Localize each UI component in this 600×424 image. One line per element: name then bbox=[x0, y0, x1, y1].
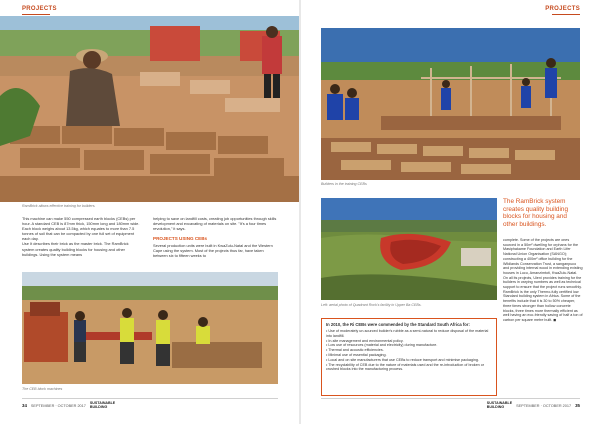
benefit-item: • The recyclability of CEB due to the nature of materials used and the re-introduction of broken or crushed blocks into the manufacturing process. bbox=[326, 362, 485, 372]
section-tag-left: PROJECTS bbox=[22, 6, 57, 12]
left-page bbox=[0, 0, 299, 424]
bottom-left-photo-caption: The CEB block machines bbox=[22, 387, 63, 391]
magazine-logo-left: SUSTAINABLE BUILDING bbox=[89, 401, 116, 409]
right-page-column-text: complete. Some of the projects are ones sourced in a 50m² dwelling for orphans for the Masiphakame Foundation and Earth Lifer National Union Organisation (SANGO); constructing a 400m² office building for the Wildlands Conservation Trust, a sanganpuco and providing internal wood in extending existing houses in Lucu, Amanzimtoti, KwaZulu-Natal. On all its projects, Uieni provides training for the builders in varying numbers as well as technical support to ensure that the project runs smoothly. RamBrick is the only Thermo-fully certified low Standard building system in Africa. Some of the benefits include that it is 30 to 50% cheaper, three times stronger than hollow concrete blocks, three times more thermally efficient as well having an eco-friendly saving of half a ton of carbon per square metre built. ◼ bbox=[503, 238, 583, 322]
main-photo-caption: RamBrick allows effective training for builders. bbox=[22, 204, 96, 208]
benefits-box-title: In 2010, the Ri CEBs were commended by the Standard South Africa for: bbox=[326, 322, 470, 327]
benefit-item: • Local and on site manufacturers that use CEBs to reduce transport and minimise packaging. bbox=[326, 357, 479, 362]
issue-date-right: SEPTEMBER · OCTOBER 2017 bbox=[516, 403, 572, 408]
section-rule-right bbox=[552, 14, 580, 15]
benefit-item: • Use of moderately un-sourced builder's rubble as a semi-natural to reduce disposal of the material into landfill. bbox=[326, 329, 489, 338]
issue-date-left: SEPTEMBER · OCTOBER 2017 bbox=[30, 403, 86, 408]
footer-rule-left bbox=[22, 398, 278, 399]
section-rule-left bbox=[22, 14, 50, 15]
photo-aerial-facility bbox=[321, 198, 497, 300]
main-photo-worker-laying-bricks bbox=[0, 16, 299, 202]
benefit-item: • Thermal and acoustic efficiencies. bbox=[326, 348, 384, 353]
footer-right bbox=[487, 402, 580, 409]
subhead-projects-using-cebs: PROJECTS USING CEBs bbox=[153, 236, 208, 241]
magazine-logo-right: SUSTAINABLE BUILDING bbox=[486, 401, 513, 409]
aerial-photo-caption: Left: aerial photo of Quadrant Rock's facility in Upper Ba CEBs. bbox=[321, 303, 422, 307]
photo-builders-training bbox=[321, 28, 580, 180]
section-tag-right: PROJECTS bbox=[545, 6, 580, 12]
right-column-text: helping to save on landfill costs, creating job opportunities through skills development and excavating of materials on site. "It's a four times revolution," it says. bbox=[153, 216, 277, 232]
right-column-text-continued: Several production units were built in KwaZulu-Natal and the Western Cape using the system. Most of the projects thus far, have taken between six to fifteen weeks to bbox=[153, 243, 273, 259]
right-page bbox=[301, 0, 600, 424]
footer-left bbox=[22, 402, 115, 409]
benefits-box bbox=[321, 318, 497, 396]
pullquote: The RamBrick system creates quality building blocks for housing and other buildings. bbox=[503, 198, 569, 228]
page-number-right: 35 bbox=[575, 403, 580, 409]
page-number-left: 34 bbox=[22, 403, 27, 409]
benefit-item: • Low use of resources (material and electricity) during manufacture. bbox=[326, 343, 438, 348]
benefit-item: • Minimal use of essential packaging. bbox=[326, 352, 387, 357]
top-right-photo-caption: Builders in the training CEBs bbox=[321, 182, 367, 186]
left-column-text: This machine can make 550 compressed earth blocks (CEBs) per hour. A standard CEB is 87mm thick, 150mm long and 180mm wide. Each block weighs about 13.5kg, which equates to more than 7.5 tonnes of soil that can be compacted by one full set of equipment each day. Use It describes their brick as the master brick. The RamBrick system creates quality building blocks for housing and other buildings. Using the system means bbox=[22, 216, 140, 257]
footer-rule-right bbox=[321, 398, 580, 399]
benefit-item: • In-site management and environmental policy. bbox=[326, 338, 404, 343]
photo-ceb-block-machines bbox=[22, 272, 278, 384]
